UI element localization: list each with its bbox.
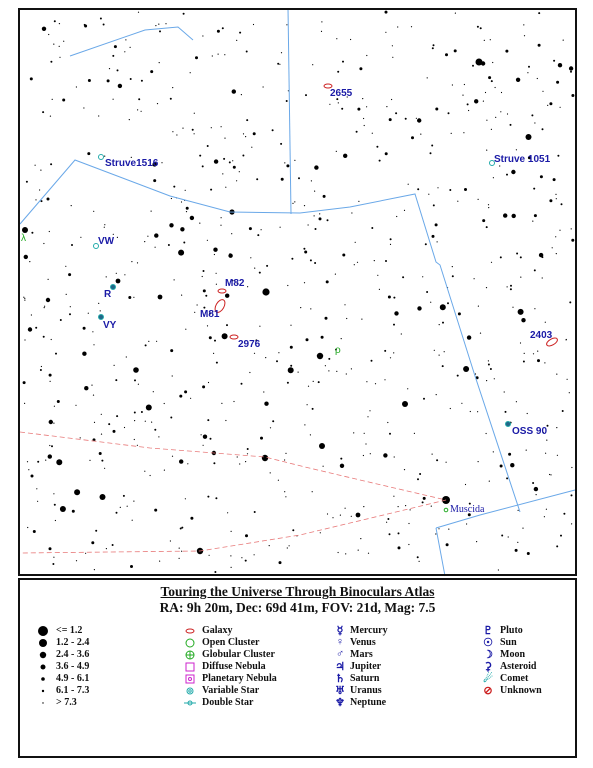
planet-label: Jupiter (350, 661, 382, 672)
mag-label: <= 1.2 (56, 625, 83, 636)
label-2403: 2403 (530, 330, 553, 341)
chart-frame (18, 8, 577, 576)
saturn-icon: ♄ (335, 673, 345, 685)
mag-label: 6.1 - 7.3 (56, 685, 90, 696)
planet-label: Venus (350, 637, 376, 648)
type-label: Galaxy (202, 625, 233, 636)
label-2655: 2655 (330, 88, 353, 99)
type-label: Double Star (202, 697, 254, 708)
label-rho: ρ (335, 345, 341, 356)
planet-label: Uranus (350, 685, 382, 696)
misc-label: Pluto (500, 625, 523, 636)
label-m82: M82 (225, 278, 245, 289)
type-label: Globular Cluster (202, 649, 275, 660)
neptune-icon: ♆ (335, 697, 345, 709)
misc-label: Moon (500, 649, 525, 660)
label-lambda: λ (21, 233, 26, 244)
unknown-icon: ⊘ (483, 685, 493, 697)
label-struve1051: Struve 1051 (494, 154, 551, 165)
misc-label: Unknown (500, 685, 542, 696)
atlas-subtitle: RA: 9h 20m, Dec: 69d 41m, FOV: 21d, Mag: 7.5 (159, 600, 436, 615)
mag-label: > 7.3 (56, 697, 77, 708)
label-muscida: Muscida (450, 504, 485, 515)
comet-icon: ☄ (483, 673, 493, 685)
mag-label: 1.2 - 2.4 (56, 637, 90, 648)
type-label: Open Cluster (202, 637, 260, 648)
misc-label: Sun (500, 637, 517, 648)
planet-label: Saturn (350, 673, 380, 684)
label-struve1516: Struve1516 (105, 158, 159, 169)
type-label: Variable Star (202, 685, 260, 696)
pluto-icon: ♇ (483, 625, 493, 637)
mars-icon: ♂ (335, 648, 345, 660)
venus-icon: ♀ (335, 636, 345, 648)
jupiter-icon: ♃ (335, 661, 345, 673)
planet-label: Mercury (350, 625, 388, 636)
planet-label: Mars (350, 649, 373, 660)
mag-label: 3.6 - 4.9 (56, 661, 90, 672)
sun-icon: ☉ (483, 637, 493, 649)
moon-icon: ☽ (483, 649, 493, 661)
atlas-title: Touring the Universe Through Binoculars Atlas (160, 584, 435, 599)
misc-label: Asteroid (500, 661, 537, 672)
label-vy: VY (103, 320, 117, 331)
type-label: Planetary Nebula (202, 673, 277, 684)
planet-label: Neptune (350, 697, 387, 708)
label-m81: M81 (200, 309, 220, 320)
mercury-icon: ☿ (336, 625, 344, 637)
mag-label: 2.4 - 3.6 (56, 649, 90, 660)
type-label: Diffuse Nebula (202, 661, 266, 672)
uranus-icon: ♅ (335, 685, 345, 697)
asteroid-icon: ⚳ (483, 661, 493, 673)
mag-label: 4.9 - 6.1 (56, 673, 90, 684)
label-oss90: OSS 90 (512, 426, 548, 437)
misc-label: Comet (500, 673, 529, 684)
label-r: R (104, 289, 112, 300)
label-2976: 2976 (238, 339, 261, 350)
label-vw: VW (98, 236, 115, 247)
